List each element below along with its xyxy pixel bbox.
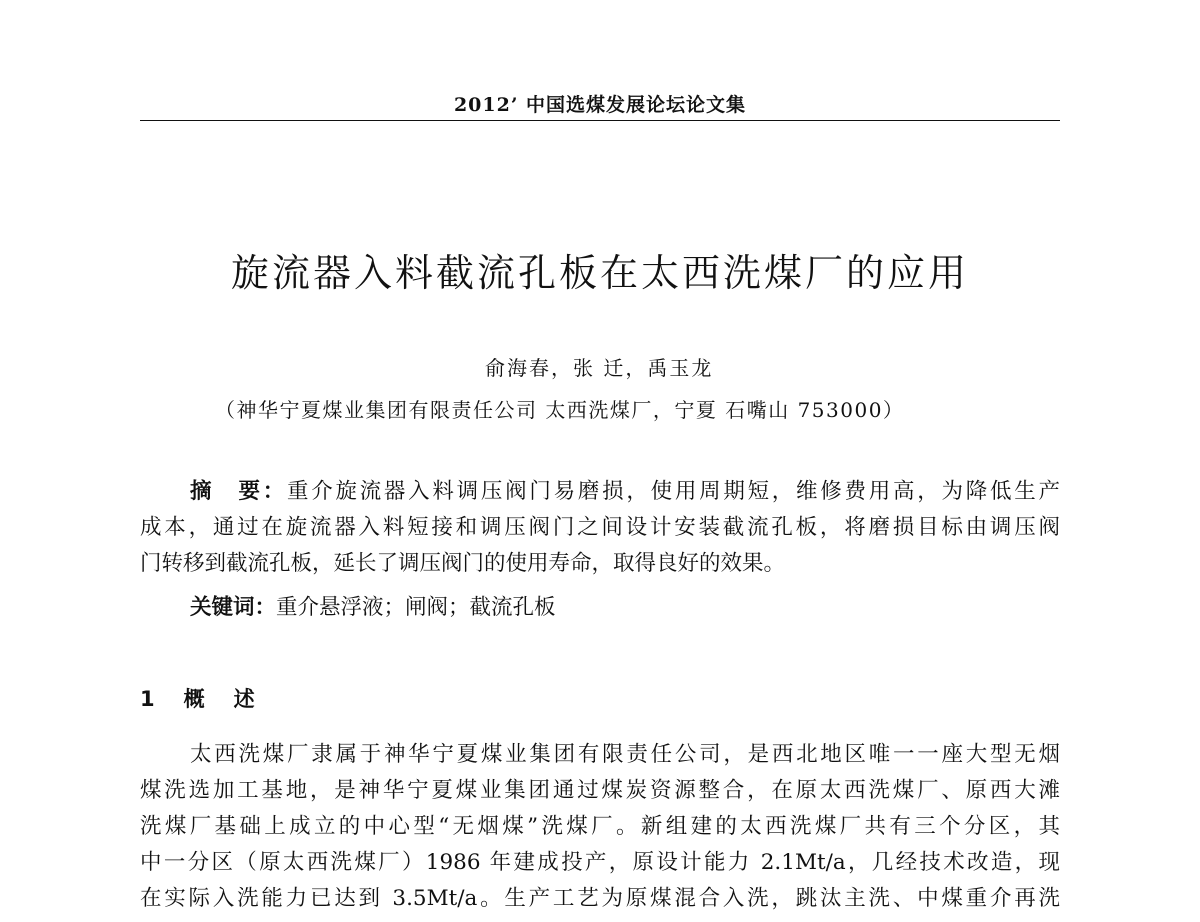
body-line: 洗煤厂基础上成立的中心型“无烟煤”洗煤厂。新组建的太西洗煤厂共有三个分区，其 — [140, 814, 1060, 839]
affiliation: （神华宁夏煤业集团有限责任公司 太西洗煤厂，宁夏 石嘴山 753000） — [215, 398, 905, 422]
keywords-label: 关键词： — [190, 595, 277, 620]
keywords: 关键词：重介悬浮液；闸阀；截流孔板 — [190, 595, 556, 620]
running-head: 2012’ 中国选煤发展论坛论文集 — [453, 94, 747, 116]
paper-title: 旋流器入料截流孔板在太西洗煤厂的应用 — [230, 251, 969, 295]
abstract-line: 摘 要：重介旋流器入料调压阀门易磨损，使用周期短，维修费用高，为降低生产 — [190, 479, 1060, 504]
body-line: 煤洗选加工基地，是神华宁夏煤业集团通过煤炭资源整合，在原太西洗煤厂、原西大滩 — [140, 778, 1060, 803]
authors: 俞海春，张 迁，禹玉龙 — [485, 356, 714, 380]
body-line: 中一分区（原太西洗煤厂）1986 年建成投产，原设计能力 2.1Mt/a，几经技术改造，现 — [140, 850, 1060, 875]
section-heading: 1 概 述 — [140, 687, 259, 711]
abstract-line: 门转移到截流孔板，延长了调压阀门的使用寿命，取得良好的效果。 — [140, 551, 786, 576]
abstract-line: 成本，通过在旋流器入料短接和调压阀门之间设计安装截流孔板，将磨损目标由调压阀 — [140, 515, 1060, 540]
header-rule — [140, 120, 1060, 121]
body-line: 太西洗煤厂隶属于神华宁夏煤业集团有限责任公司，是西北地区唯一一座大型无烟 — [190, 742, 1060, 767]
body-line: 在实际入洗能力已达到 3.5Mt/a。生产工艺为原煤混合入洗，跳汰主洗、中煤重介再洗 — [140, 886, 1060, 911]
abstract-label: 摘 要： — [190, 479, 287, 504]
